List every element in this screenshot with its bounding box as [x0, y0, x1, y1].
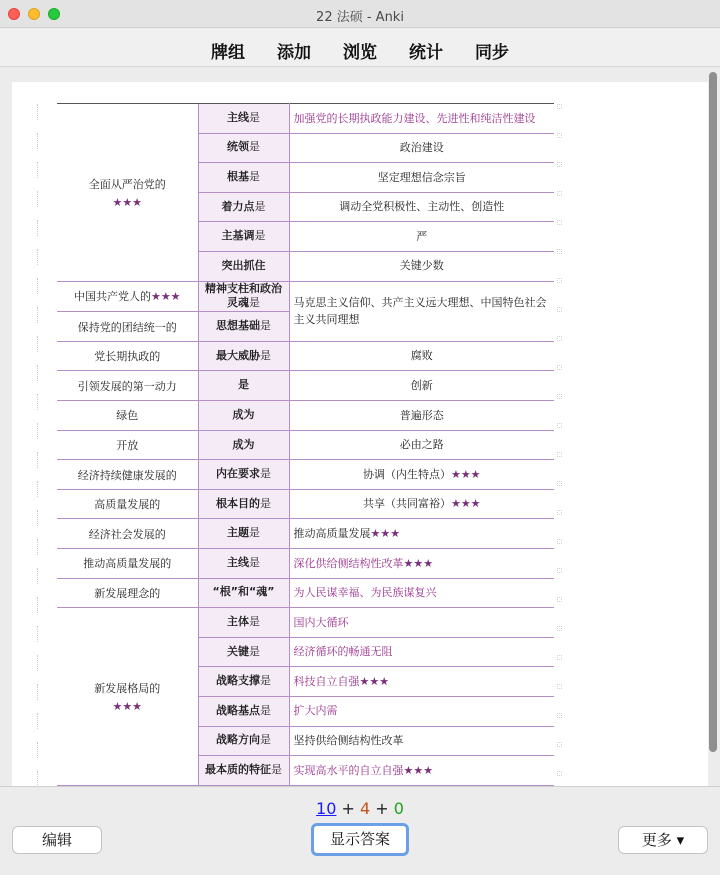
scrollbar-thumb[interactable] [709, 72, 717, 752]
row-subject: 推动高质量发展的 [57, 549, 198, 579]
table-row [57, 371, 554, 401]
edit-button[interactable]: 编辑 [12, 826, 102, 854]
card-webview[interactable] [12, 82, 708, 786]
row-key: “根”和“魂” [198, 578, 289, 608]
table-row [57, 341, 554, 371]
table-row [57, 104, 554, 134]
row-value: 共享（共同富裕）★★★ [289, 489, 554, 519]
row-key: 统领是 [198, 133, 289, 163]
row-value: 腐败 [289, 341, 554, 371]
show-answer-button[interactable]: 显示答案 [311, 823, 409, 856]
row-key: 着力点是 [198, 192, 289, 222]
row-subject: 党长期执政的 [57, 341, 198, 371]
row-key: 关键是 [198, 637, 289, 667]
importance-stars: ★★★ [359, 674, 390, 688]
row-key: 根基是 [198, 163, 289, 193]
row-value: 坚定理想信念宗旨 [289, 163, 554, 193]
importance-stars: ★★★ [450, 467, 481, 481]
row-value: 必由之路 [289, 430, 554, 460]
title-bar [0, 0, 720, 28]
row-key: 成为 [198, 401, 289, 431]
importance-stars: ★★★ [370, 526, 401, 540]
row-value: 实现高水平的自立自强★★★ [289, 756, 554, 786]
row-subject: 开放 [57, 430, 198, 460]
window-title: 22 法硕 - Anki [316, 10, 404, 25]
row-key: 战略支撑是 [198, 667, 289, 697]
toolbar-add-link[interactable]: 添加 [277, 43, 311, 63]
bottom-bar [0, 786, 720, 875]
table-row [57, 608, 554, 638]
row-key: 主基调是 [198, 222, 289, 252]
row-value: 加强党的长期执政能力建设、先进性和纯洁性建设 [289, 104, 554, 134]
row-key: 主线是 [198, 104, 289, 134]
toolbar-decks-link[interactable]: 牌组 [211, 43, 245, 63]
vertical-scrollbar[interactable] [707, 72, 719, 752]
table-row [57, 519, 554, 549]
row-subject: 经济社会发展的 [57, 519, 198, 549]
row-value: 严 [289, 222, 554, 252]
row-key: 主线是 [198, 549, 289, 579]
new-count: 10 [316, 799, 337, 818]
card-content-table [57, 103, 554, 786]
row-value: 马克思主义信仰、共产主义远大理想、中国特色社会主义共同理想 [289, 281, 554, 341]
row-key: 战略基点是 [198, 696, 289, 726]
row-key: 是 [198, 371, 289, 401]
table-row [57, 460, 554, 490]
row-value: 普遍形态 [289, 401, 554, 431]
row-key: 突出抓住 [198, 251, 289, 281]
row-value: 深化供给侧结构性改革★★★ [289, 549, 554, 579]
row-value: 坚持供给侧结构性改革 [289, 726, 554, 756]
row-key: 最本质的特征是 [198, 756, 289, 786]
row-value: 调动全党积极性、主动性、创造性 [289, 192, 554, 222]
row-key: 最大威胁是 [198, 341, 289, 371]
table-row [57, 401, 554, 431]
row-key: 内在要求是 [198, 460, 289, 490]
table-row [57, 430, 554, 460]
row-value: 国内大循环 [289, 608, 554, 638]
table-row [57, 489, 554, 519]
row-value: 政治建设 [289, 133, 554, 163]
row-value: 科技自立自强★★★ [289, 667, 554, 697]
left-dotted-border [37, 104, 43, 786]
row-value: 经济循环的畅通无阻 [289, 637, 554, 667]
row-subject: 新发展理念的 [57, 578, 198, 608]
row-key: 根本目的是 [198, 489, 289, 519]
row-subject: 高质量发展的 [57, 489, 198, 519]
toolbar-sync-link[interactable]: 同步 [475, 43, 509, 63]
row-subject: 保持党的团结统一的 [57, 312, 198, 342]
importance-stars: ★★★ [112, 195, 143, 209]
more-button[interactable]: 更多 ▾ [618, 826, 708, 854]
row-value: 协调（内生特点）★★★ [289, 460, 554, 490]
row-key: 主体是 [198, 608, 289, 638]
row-subject: 中国共产党人的★★★ [57, 281, 198, 312]
due-counts: 10 + 4 + 0 [316, 799, 404, 818]
right-dotted-border [557, 104, 563, 786]
toolbar-browse-link[interactable]: 浏览 [343, 43, 377, 63]
row-subject: 全面从严治党的 ★★★ [57, 104, 198, 282]
row-subject: 经济持续健康发展的 [57, 460, 198, 490]
row-key: 成为 [198, 430, 289, 460]
row-value: 为人民谋幸福、为民族谋复兴 [289, 578, 554, 608]
row-value: 推动高质量发展★★★ [289, 519, 554, 549]
table-row [57, 578, 554, 608]
importance-stars: ★★★ [403, 763, 434, 777]
importance-stars: ★★★ [403, 556, 434, 570]
row-key: 精神支柱和政治灵魂是 [198, 281, 289, 312]
toolbar-stats-link[interactable]: 统计 [409, 43, 443, 63]
main-toolbar [0, 29, 720, 67]
learn-count: 4 [359, 799, 371, 818]
row-subject: 绿色 [57, 401, 198, 431]
row-key: 主题是 [198, 519, 289, 549]
row-subject: 新发展格局的 ★★★ [57, 608, 198, 786]
row-value: 创新 [289, 371, 554, 401]
table-row [57, 549, 554, 579]
importance-stars: ★★★ [112, 699, 143, 713]
table-row [57, 281, 554, 312]
row-value: 关键少数 [289, 251, 554, 281]
importance-stars: ★★★ [450, 497, 481, 511]
review-count: 0 [393, 799, 404, 818]
row-key: 思想基础是 [198, 312, 289, 342]
row-subject: 引领发展的第一动力 [57, 371, 198, 401]
row-value: 扩大内需 [289, 696, 554, 726]
row-key: 战略方向是 [198, 726, 289, 756]
